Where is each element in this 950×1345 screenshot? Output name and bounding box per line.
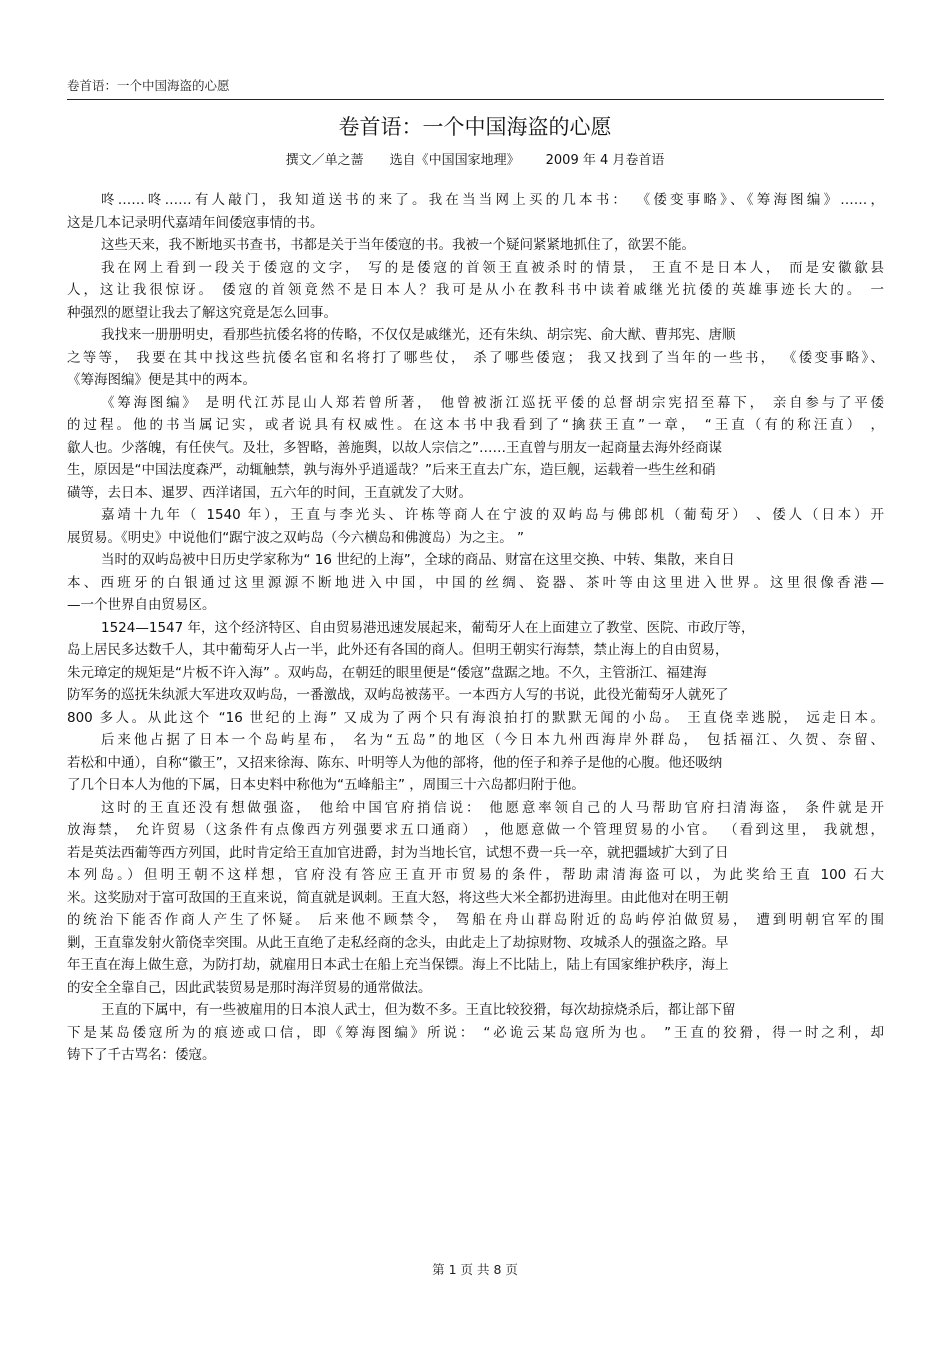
body-line: 防军务的巡抚朱纨派大军进攻双屿岛，一番激战，双屿岛被荡平。一本西方人写的书说，此役光葡萄牙人就死了	[67, 687, 729, 703]
body-line: —一个世界自由贸易区。	[67, 597, 216, 613]
byline-issue: 2009 年 4 月卷首语	[545, 153, 665, 168]
body-line: 了几个日本人为他的下属，日本史料中称他为“五峰船主” ，周围三十六岛都归附于他。	[67, 777, 585, 793]
body-line: 岛上居民多达数千人，其中葡萄牙人占一半，此外还有各国的商人。但明王朝实行海禁，禁止海上的自由贸易，	[67, 642, 729, 658]
body-line: 之等等， 我要在其中找这些抗倭名宦和名将打了哪些仗， 杀了哪些倭寇； 我又找到了当年的一些书， 《倭变事略》、	[67, 349, 884, 366]
body-line: 歙人也。少落魄，有任侠气。及壮，多智略，善施舆，以故人宗信之”……王直曾与朋友一起商量去海外经商谋	[67, 439, 722, 456]
body-line: 下是某岛倭寇所为的痕迹或口信，即《筹海图编》所说： “必诡云某岛寇所为也。 ”王直的狡猾，得一时之利，却	[67, 1024, 884, 1041]
article-body	[67, 189, 884, 1067]
body-line: 1524—1547 年，这个经济特区、自由贸易港迅速发展起来，葡萄牙人在上面建立了教堂、医院、市政厅等，	[101, 619, 755, 636]
body-line: 磺等，去日本、暹罗、西洋诸国，五六年的时间，王直就发了大财。	[67, 484, 472, 501]
body-line: 我在网上看到一段关于倭寇的文字， 写的是倭寇的首领王直被杀时的情景， 王直不是日本人， 而是安徽歙县	[101, 259, 884, 276]
body-line: 展贸易。《明史》中说他们“踞宁波之双屿岛（今六横岛和佛渡岛）为之主。 ”	[67, 529, 525, 546]
body-line: 本列岛。）但明王朝不这样想，官府没有答应王直开市贸易的条件，帮助肃清海盗可以，为此奖给王直 100 石大	[67, 867, 884, 883]
body-line: 剿，王直靠发射火箭侥幸突围。从此王直绝了走私经商的念头，由此走上了劫掠财物、攻城杀人的强盗之路。早	[67, 934, 729, 951]
body-line: 这是几本记录明代嘉靖年间倭寇事情的书。	[67, 214, 324, 231]
body-line: 的安全全靠自己，因此武装贸易是那时海洋贸易的通常做法。	[67, 979, 432, 996]
body-line: 我找来一册册明史，看那些抗倭名将的传略，不仅仅是戚继光，还有朱纨、胡宗宪、俞大猷、曹邦宪、唐顺	[101, 327, 736, 343]
body-line: 人，这让我很惊讶。 倭寇的首领竟然不是日本人？我可是从小在教科书中读着戚继光抗倭的英雄事迹长大的。 一	[67, 282, 884, 298]
body-line: 这时的王直还没有想做强盗， 他给中国官府捎信说： 他愿意率领自己的人马帮助官府扫清海盗， 条件就是开	[101, 799, 884, 816]
body-line: 若是英法西葡等西方列国，此时肯定给王直加官进爵，封为当地长官，试想不费一兵一卒，就把疆域扩大到了日	[67, 844, 729, 861]
header-rule	[67, 99, 884, 100]
body-line: 朱元璋定的规矩是“片板不许入海” 。双屿岛，在朝廷的眼里便是“倭寇”盘踞之地。不久，主管浙江、福建海	[67, 664, 707, 681]
body-line: 嘉靖十九年（ 1540 年），王直与李光头、许栋等商人在宁波的双屿岛与佛郎机（葡萄牙） 、倭人（日本）开	[101, 507, 884, 523]
body-line: 《筹海图编》 是明代江苏昆山人郑若曾所著， 他曾被浙江巡抚平倭的总督胡宗宪招至幕下， 亲自参与了平倭	[101, 394, 884, 411]
body-line: 的统治下能否作商人产生了怀疑。 后来他不顾禁令， 驾船在舟山群岛附近的岛屿停泊做贸易， 遭到明朝官军的围	[67, 912, 884, 928]
body-line: 年王直在海上做生意，为防打劫，就雇用日本武士在船上充当保镖。海上不比陆上，陆上有国家维护秩序，海上	[67, 957, 729, 973]
body-line: 咚……咚……有人敲门，我知道送书的来了。我在当当网上买的几本书： 《倭变事略》、《筹海图编》……，	[101, 192, 884, 208]
body-line: 的过程。他的书当属记实，或者说具有权威性。在这本书中我看到了“擒获王直”一章， “王直（有的称汪直） ，	[67, 417, 884, 433]
body-line: 放海禁， 允许贸易（这条件有点像西方列强要求五口通商） ，他愿意做一个管理贸易的小官。 （看到这里， 我就想，	[67, 822, 884, 838]
body-line: 这些天来，我不断地买书查书，书都是关于当年倭寇的书。我被一个疑问紧紧地抓住了，欲罢不能。	[101, 237, 695, 253]
body-line: 800 多人。从此这个 “16 世纪的上海” 又成为了两个只有海浪拍打的默默无闻的小岛。 王直侥幸逃脱， 远走日本。	[67, 709, 884, 726]
body-line: 种强烈的愿望让我去了解这究竟是怎么回事。	[67, 304, 337, 321]
byline	[0, 151, 950, 171]
body-line: 米。这奖励对于富可敌国的王直来说，简直就是讽刺。王直大怒，将这些大米全都扔进海里。由此他对在明王朝	[67, 889, 729, 906]
body-line: 王直的下属中，有一些被雇用的日本浪人武士，但为数不多。王直比较狡猾，每次劫掠烧杀后，都让部下留	[101, 1002, 736, 1018]
body-line: 本、西班牙的白银通过这里源源不断地进入中国，中国的丝绸、瓷器、茶叶等由这里进入世界。这里很像香港—	[67, 574, 884, 591]
body-line: 后来他占据了日本一个岛屿星布， 名为“五岛”的地区（今日本九州西海岸外群岛， 包括福江、久贺、奈留、	[101, 732, 884, 748]
body-line: 生，原因是“中国法度森严，动辄触禁，孰与海外乎逍遥哉？”后来王直去广东，造巨舰，运载着一些生丝和硝	[67, 462, 716, 478]
body-line: 若松和中通），自称“徽王”，又招来徐海、陈东、叶明等人为他的部将，他的侄子和养子是他的心腹。他还吸纳	[67, 754, 723, 771]
running-header: 卷首语：一个中国海盗的心愿	[67, 78, 230, 93]
article-title: 卷首语：一个中国海盗的心愿	[338, 115, 612, 139]
body-line: 当时的双屿岛被中日历史学家称为“ 16 世纪的上海”，全球的商品、财富在这里交换、中转、集散，来自日	[101, 552, 735, 568]
page-footer: 第 1 页 共 8 页	[432, 1262, 518, 1277]
byline-author: 撰文／单之蔷	[285, 153, 364, 168]
body-line: 铸下了千古骂名：倭寇。	[67, 1047, 216, 1063]
body-line: 《筹海图编》便是其中的两本。	[67, 372, 256, 388]
byline-source: 选自《中国国家地理》	[389, 153, 520, 168]
